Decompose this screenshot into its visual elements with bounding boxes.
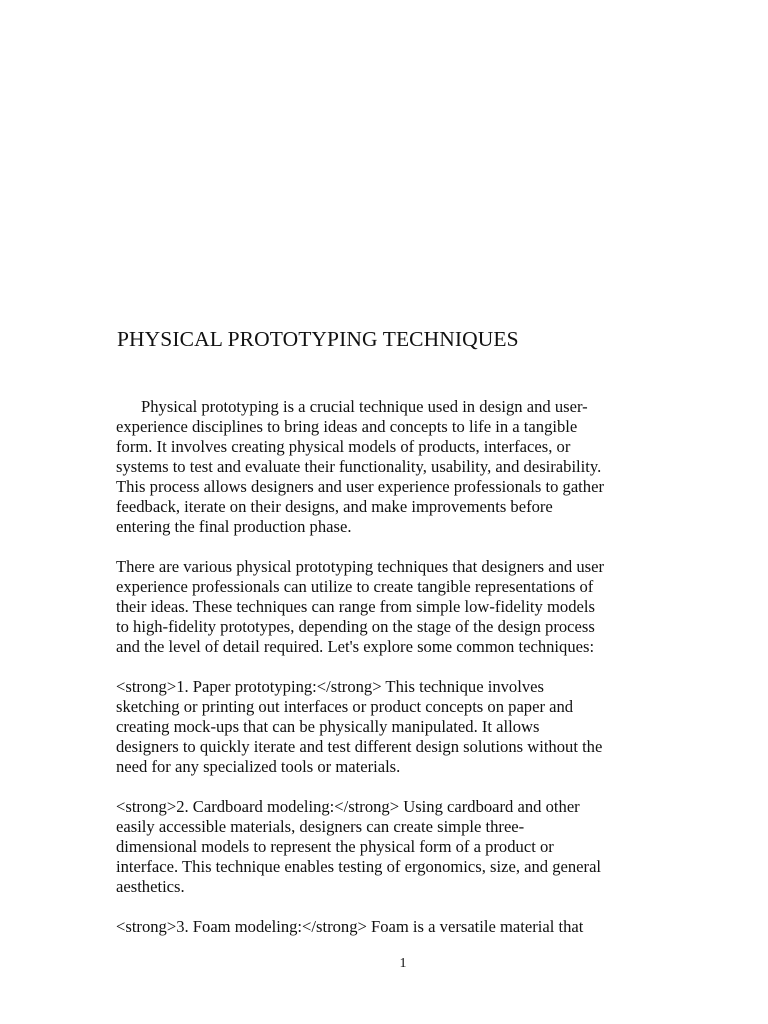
text-line: feedback, iterate on their designs, and make improvements before <box>116 497 553 516</box>
text-line: easily accessible materials, designers can create simple three- <box>116 817 525 836</box>
document-title: PHYSICAL PROTOTYPING TECHNIQUES <box>117 327 519 351</box>
text-line: experience disciplines to bring ideas and concepts to life in a tangible <box>116 417 578 436</box>
text-line: interface. This technique enables testing of ergonomics, size, and general <box>116 857 602 876</box>
text-line: their ideas. These techniques can range from simple low-fidelity models <box>116 597 595 616</box>
text-line: dimensional models to represent the physical form of a product or <box>116 837 554 856</box>
text-line: systems to test and evaluate their functionality, usability, and desirability. <box>116 457 602 476</box>
text-line: experience professionals can utilize to create tangible representations of <box>116 577 594 596</box>
text-line: Physical prototyping is a crucial technique used in design and user- <box>141 397 588 416</box>
text-line: need for any specialized tools or materials. <box>116 757 401 776</box>
text-line: sketching or printing out interfaces or product concepts on paper and <box>116 697 574 716</box>
text-line: <strong>3. Foam modeling:</strong> Foam is a versatile material that <box>116 917 584 936</box>
paragraph-intro <box>116 397 716 537</box>
text-line: creating mock-ups that can be physically manipulated. It allows <box>116 717 540 736</box>
paragraph-paper-prototyping <box>116 677 716 777</box>
page-number: 1 <box>399 956 407 971</box>
text-line: <strong>2. Cardboard modeling:</strong> Using cardboard and other <box>116 797 580 816</box>
paragraph-cardboard-modeling <box>116 797 716 897</box>
text-line: to high-fidelity prototypes, depending on the stage of the design process <box>116 617 595 636</box>
paragraph-foam-modeling <box>116 917 716 937</box>
text-line: and the level of detail required. Let's explore some common techniques: <box>116 637 595 656</box>
text-line: <strong>1. Paper prototyping:</strong> This technique involves <box>116 677 544 696</box>
text-line: form. It involves creating physical models of products, interfaces, or <box>116 437 571 456</box>
text-line: entering the final production phase. <box>116 517 352 536</box>
paragraph-overview <box>116 557 716 657</box>
text-line: There are various physical prototyping techniques that designers and user <box>116 557 604 576</box>
text-line: designers to quickly iterate and test different design solutions without the <box>116 737 603 756</box>
text-line: This process allows designers and user experience professionals to gather <box>116 477 604 496</box>
text-line: aesthetics. <box>116 877 185 896</box>
